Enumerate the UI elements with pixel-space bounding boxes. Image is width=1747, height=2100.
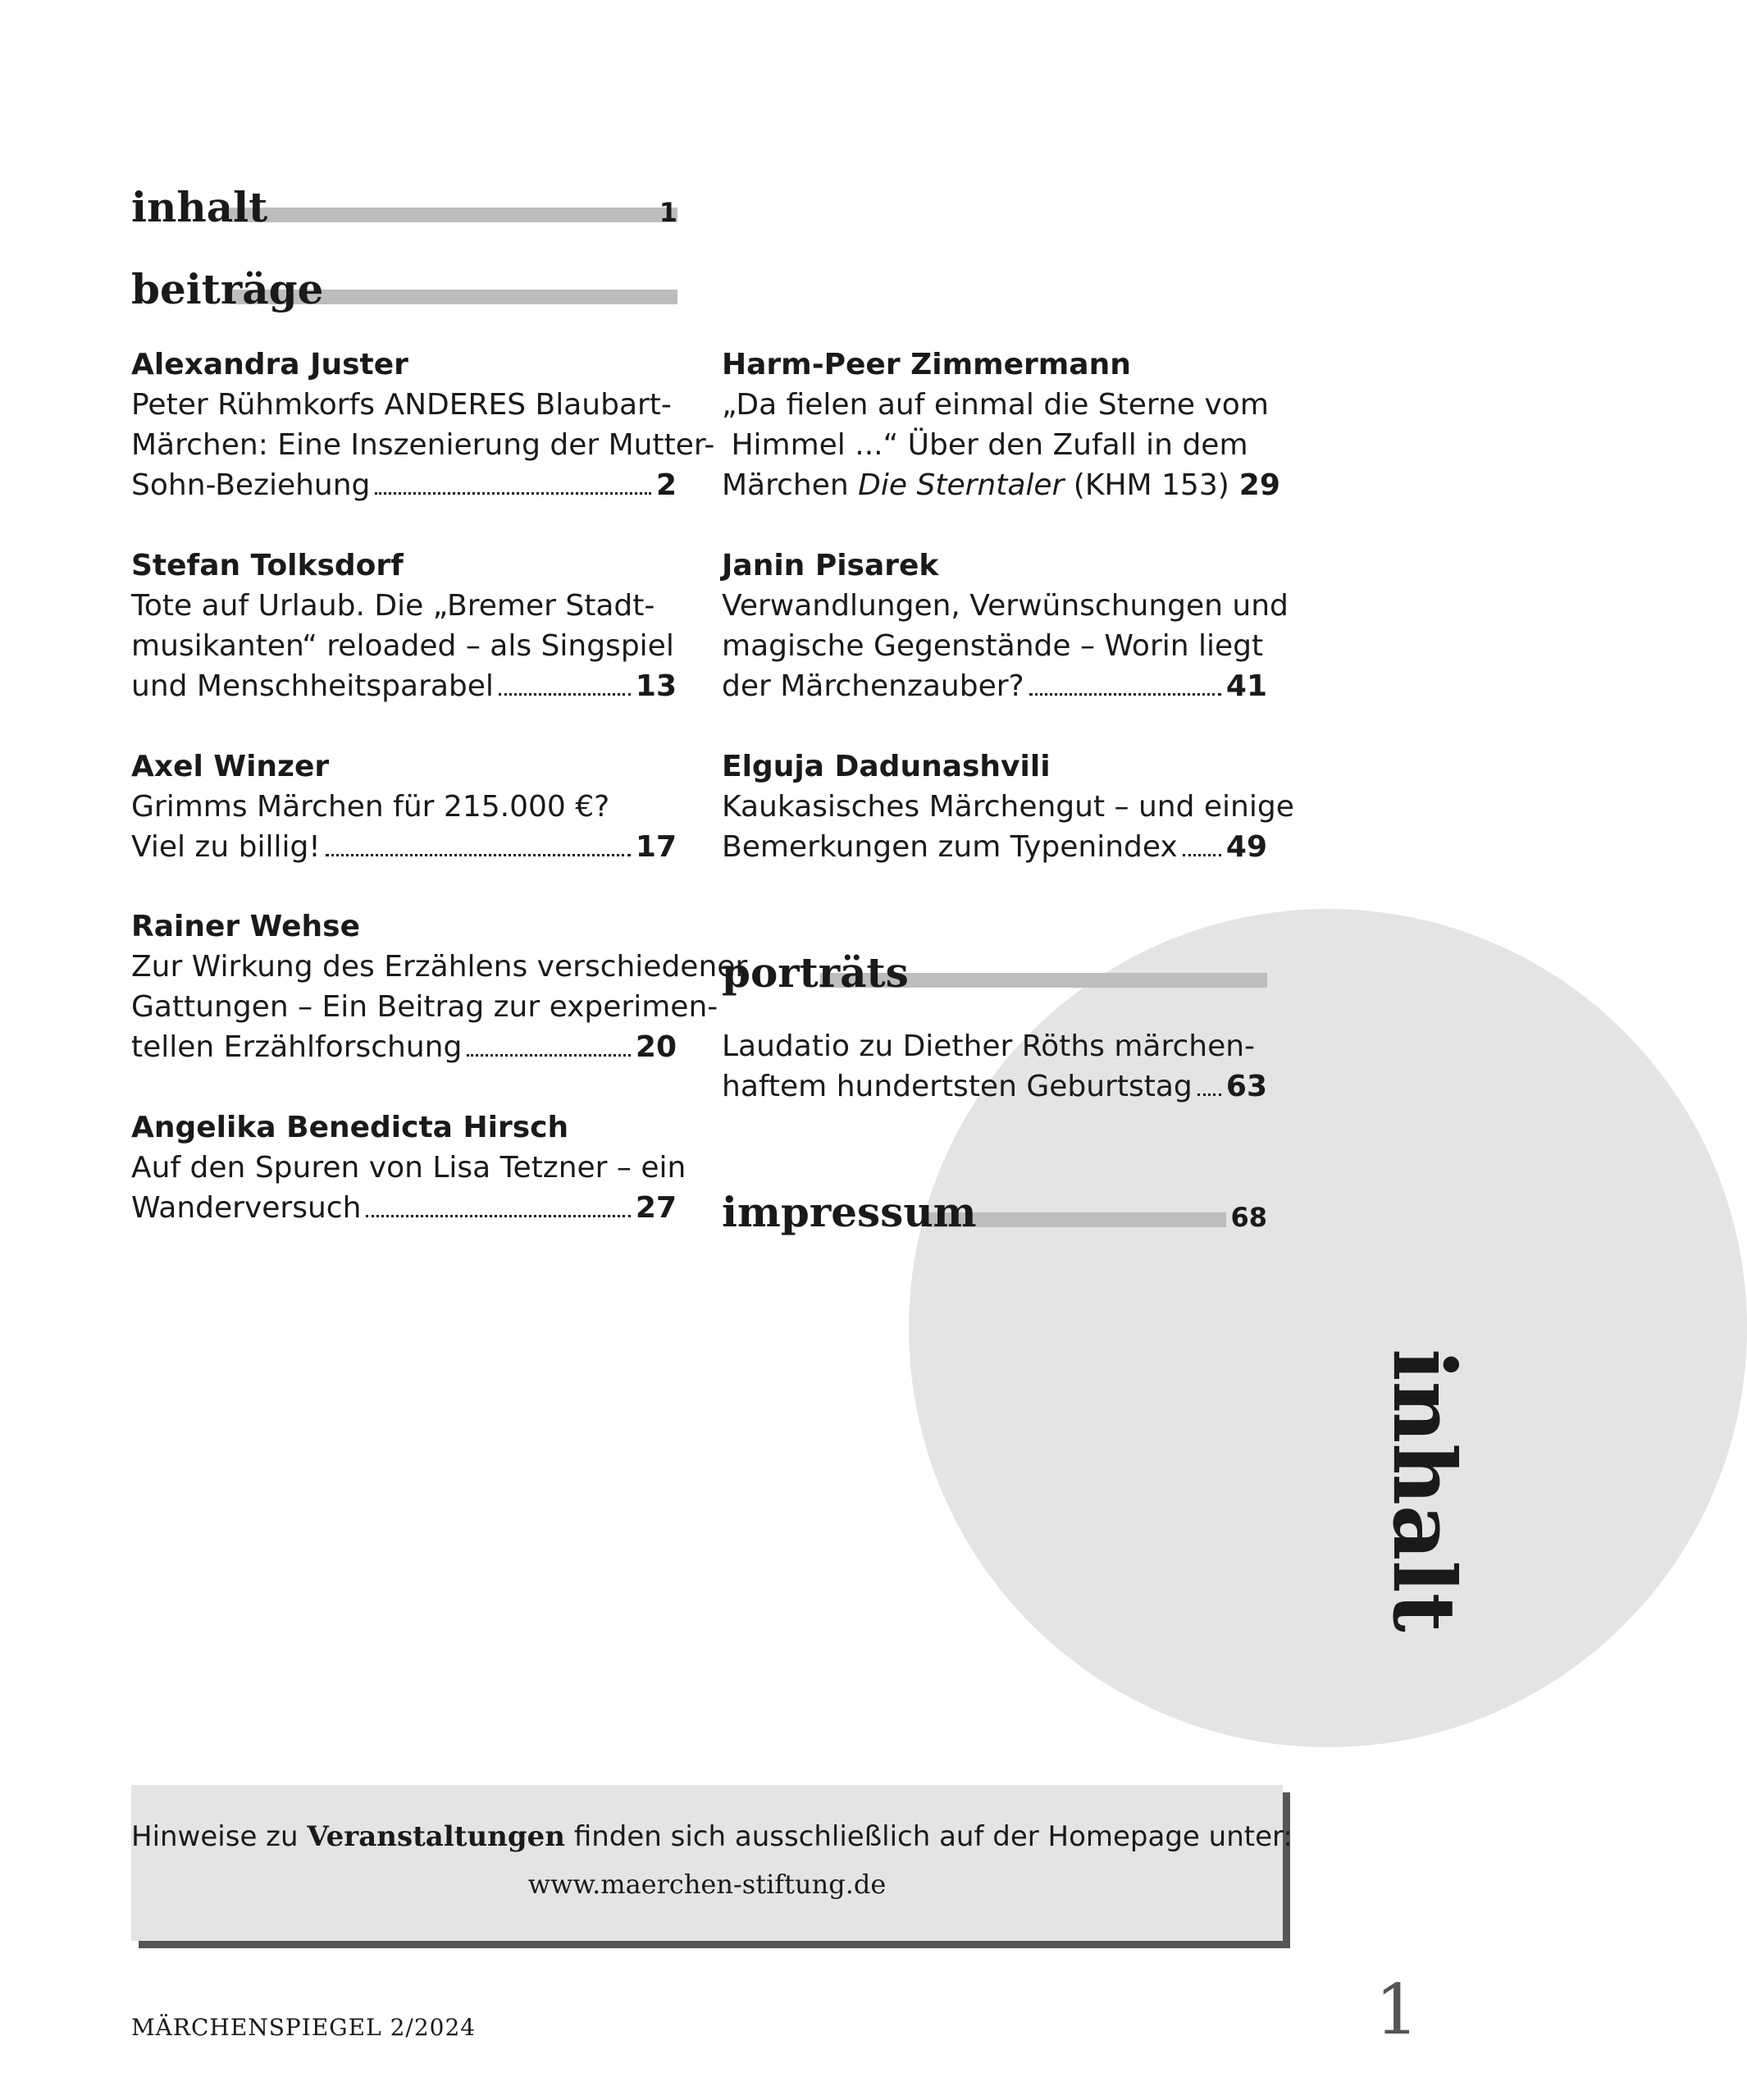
side-section-label: inhalt xyxy=(1374,1349,1475,1632)
entry-last-line xyxy=(131,465,677,505)
info-highlight: Veranstaltungen xyxy=(307,1820,566,1853)
info-suffix: finden sich ausschließlich auf der Homepage unter: xyxy=(565,1820,1293,1853)
heading-title: inhalt xyxy=(131,183,268,231)
entry-author: Rainer Wehse xyxy=(131,910,360,943)
entry-title-line: Auf den Spuren von Lisa Tetzner – ein xyxy=(131,1151,686,1185)
entry-last-line xyxy=(131,1027,677,1067)
entry-last-line xyxy=(131,1188,677,1228)
entry-author: Janin Pisarek xyxy=(722,549,939,582)
heading-title: beiträge xyxy=(131,265,324,313)
entry-title-line: Bemerkungen zum Typenindex xyxy=(722,830,1178,864)
entry-title-line: Viel zu billig! xyxy=(131,830,321,864)
entry-last-line xyxy=(722,827,1267,867)
entry-title-line: musikanten“ reloaded – als Singspiel xyxy=(131,629,674,663)
heading-bar xyxy=(230,208,677,222)
entry-page-number: 27 xyxy=(635,1191,677,1225)
toc-entry[interactable] xyxy=(722,546,1289,706)
entry-title-suffix: (KHM 153) xyxy=(1064,468,1229,502)
entry-title-prefix: Märchen xyxy=(722,468,859,502)
entry-page-number: 29 xyxy=(1238,468,1280,502)
entry-last-line xyxy=(131,827,677,867)
toc-entry[interactable] xyxy=(722,1026,1267,1107)
entry-title-line: Grimms Märchen für 215.000 €? xyxy=(131,790,610,824)
entry-last-line xyxy=(131,666,677,706)
entry-title-line xyxy=(722,465,1229,505)
dot-leader xyxy=(326,828,631,856)
entry-title-line: und Menschheitsparabel xyxy=(131,669,494,703)
section-heading-inhalt[interactable] xyxy=(131,168,677,234)
toc-entry[interactable] xyxy=(131,345,715,505)
entry-author: Harm-Peer Zimmermann xyxy=(722,348,1131,381)
toc-entry[interactable] xyxy=(131,1107,686,1228)
entry-title-line: Himmel ...“ Über den Zufall in dem xyxy=(722,428,1248,462)
homepage-link[interactable]: www.maerchen-stiftung.de xyxy=(527,1869,887,1900)
dot-leader xyxy=(499,667,631,696)
toc-entry[interactable] xyxy=(722,746,1294,867)
heading-page-number: 68 xyxy=(1230,1202,1267,1233)
entry-page-number: 2 xyxy=(655,468,677,502)
dot-leader xyxy=(366,1189,630,1217)
entry-title-line: Verwandlungen, Verwünschungen und xyxy=(722,589,1289,623)
entry-title-line: Wanderversuch xyxy=(131,1191,362,1225)
heading-page-number: 1 xyxy=(659,197,677,228)
entry-title-line: Kaukasisches Märchengut – und einige xyxy=(722,790,1294,824)
entry-title-line: Gattungen – Ein Beitrag zur experimen- xyxy=(131,990,718,1024)
entry-page-number: 17 xyxy=(635,830,677,864)
entry-title-line: magische Gegenstände – Worin liegt xyxy=(722,629,1264,663)
entry-author: Elguja Dadunashvili xyxy=(722,750,1051,783)
entry-page-number: 13 xyxy=(635,669,677,703)
dot-leader xyxy=(375,466,651,495)
entry-author: Stefan Tolksdorf xyxy=(131,549,404,582)
entry-title-line: „Da fielen auf einmal die Sterne vom xyxy=(722,388,1269,422)
entry-title-line: Peter Rühmkorfs ANDERES Blaubart- xyxy=(131,388,672,422)
entry-page-number: 63 xyxy=(1225,1070,1267,1103)
entry-title-line: tellen Erzählforschung xyxy=(131,1030,463,1064)
info-prefix: Hinweise zu xyxy=(131,1820,308,1853)
page-number: 1 xyxy=(1375,1970,1419,2050)
magazine-issue-label: MÄRCHENSPIEGEL 2/2024 xyxy=(131,2014,477,2041)
dot-leader xyxy=(467,1028,631,1057)
entry-title-italic: Die Sterntaler xyxy=(858,468,1065,502)
entry-title-line: haftem hundertsten Geburtstag xyxy=(722,1070,1193,1103)
entry-title-line: Tote auf Urlaub. Die „Bremer Stadt- xyxy=(131,589,655,623)
entry-page-number: 20 xyxy=(635,1030,677,1064)
heading-title: impressum xyxy=(722,1188,977,1236)
entry-page-number: 49 xyxy=(1225,830,1267,864)
heading-title: porträts xyxy=(722,948,909,997)
toc-entry[interactable] xyxy=(722,345,1280,505)
dot-leader xyxy=(1183,828,1221,856)
dot-leader xyxy=(1029,667,1221,696)
section-heading-beitraege xyxy=(131,250,677,316)
toc-entry[interactable] xyxy=(131,546,677,706)
info-line xyxy=(131,1816,1293,1857)
entry-title-line: Sohn-Beziehung xyxy=(131,468,371,502)
entry-author: Angelika Benedicta Hirsch xyxy=(131,1111,569,1144)
entry-last-line xyxy=(722,465,1280,505)
toc-entry[interactable] xyxy=(131,746,677,867)
section-heading-portraets xyxy=(722,934,1267,999)
entry-author: Alexandra Juster xyxy=(131,348,408,381)
entry-page-number: 41 xyxy=(1225,669,1267,703)
events-info-box xyxy=(131,1785,1293,1941)
toc-entry[interactable] xyxy=(131,906,748,1067)
entry-title-line: Märchen: Eine Inszenierung der Mutter- xyxy=(131,428,715,462)
section-heading-impressum[interactable] xyxy=(722,1173,1267,1239)
entry-last-line xyxy=(722,666,1267,706)
dot-leader xyxy=(1197,1067,1221,1096)
entry-title-line: der Märchenzauber? xyxy=(722,669,1024,703)
entry-author: Axel Winzer xyxy=(131,750,330,783)
entry-last-line xyxy=(722,1066,1267,1107)
entry-title-line: Zur Wirkung des Erzählens verschiedener xyxy=(131,950,748,984)
entry-title-line: Laudatio zu Diether Röths märchen- xyxy=(722,1029,1256,1063)
